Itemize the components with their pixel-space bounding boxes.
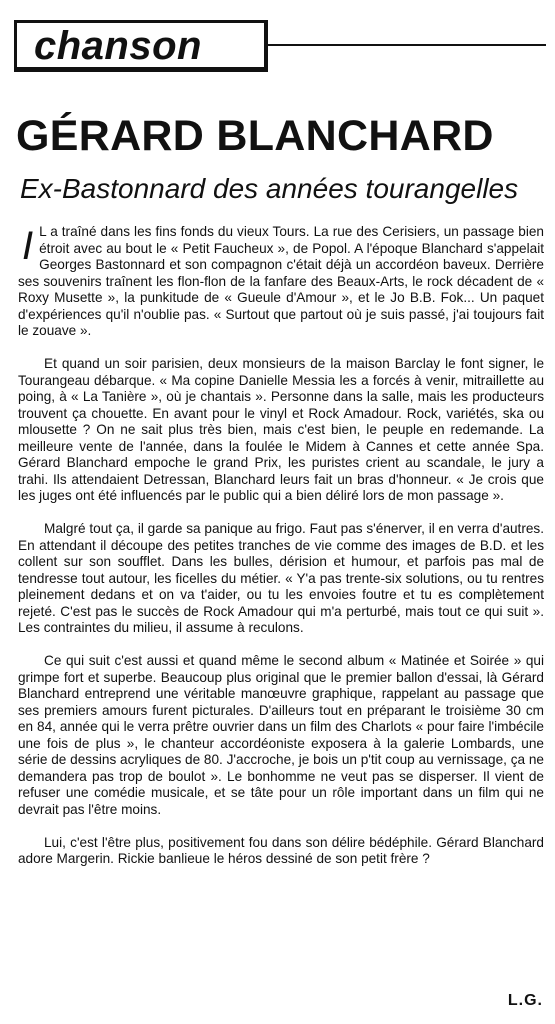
- article-paragraph-5: Lui, c'est l'être plus, positivement fou dans son délire bédéphile. Gérard Blanchard adore Margerin. Rickie banlieue le héros dessiné de son petit frère ?: [18, 834, 544, 866]
- article-paragraph-2: Et quand un soir parisien, deux monsieurs de la maison Barclay le font signer, le Tourangeau débarque. « Ma copine Danielle Messia les a forcés à venir, mitraillette au poing, à « La Tanière », où je chantais ». Personne dans la salle, mais les producteurs trouvent ça chouette. En avant pour le vinyl et Rock Amadour. Rock, variétés, ska ou mlousette ? On ne sait plus très bien, mais c'est bien, le peuple en redemande. La meilleure vente de l'année, dans la foulée le Midem à Cannes et cette année Spa. Gérard Blanchard empoche le grand Prix, les puristes crient au scandale, le jury a trahi. Ils attendaient Detressan, Blanchard leurs fait un bras d'honneur. « Je crois que les juges ont été influencés par le public qui a bien déliré lors de mon passage ».: [18, 356, 544, 503]
- author-signature: L.G.: [507, 992, 543, 1009]
- article-headline: GÉRARD BLANCHARD: [16, 112, 494, 160]
- rubric-rule: [268, 44, 546, 46]
- paragraph-text: L a traîné dans les fins fonds du vieux Tours. La rue des Cerisiers, un passage bien étroit avec au bout le « Petit Faucheux », de Popol. A l'époque Blanchard s'appelait Georges Bastonnard et son compagnon c'était déjà un accordéon baveux. Derrière ses souvenirs traînent les flon-flon de la fanfare des Beaux-Arts, le rock décadent de « Roxy Musette », la punkitude de « Gueule d'Amour », et le Jo B.B. Fok... Un paquet d'expériences qu'il n'oublie pas. « Surtout que partout où je suis passé, j'ai toujours fait le zouave ».: [18, 224, 544, 338]
- article-subtitle: Ex-Bastonnard des années tourangelles: [20, 173, 519, 204]
- article-paragraph-3: Malgré tout ça, il garde sa panique au frigo. Faut pas s'énerver, il en verra d'autres. En attendant il découpe des petites tranches de vie comme des images de B.D. et les collent sur son soufflet. Dans les bulles, dérision et humour, et parfois pas mal de tendresse tout autour, les ficelles du métier. « Y'a pas trente-six solutions, ou tu rentres pleinement dedans et on va t'aider, ou tu les envoies foutre et tu es complètement rejeté. C'est pas le succès de Rock Amadour qui m'a perturbé, mais tout ce qui suit ». Les contraintes du milieu, il assume à reculons.: [18, 521, 544, 635]
- rubric-label: chanson: [34, 24, 202, 68]
- drop-cap: I: [22, 224, 34, 268]
- article-paragraph-4: Ce qui suit c'est aussi et quand même le second album « Matinée et Soirée » qui grimpe fort et superbe. Beaucoup plus original que le premier ballon d'essai, là Gérard Blanchard entreprend une véritable manœuvre graphique, rappelant au passage que ses premiers amours furent picturales. D'ailleurs tout en préparant le troisième 30 cm en 84, année qui le verra prêtre ouvrier dans un film des Charlots « pour faire l'imbécile une fois de plus », le chanteur accordéoniste exposera à la galerie Lombards, une série de dessins acryliques de 80. J'accroche, je bois un p'tit coup au vernissage, ça ne demandera pas trop de boulot ». Le bonhomme ne veut pas se disperser. Il vient de refuser une comédie musicale, et se tâte pour un rôle important dans un film qui ne devrait pas l'être moins.: [18, 653, 544, 817]
- article-paragraph-1: [18, 224, 544, 340]
- article-body: [18, 224, 544, 884]
